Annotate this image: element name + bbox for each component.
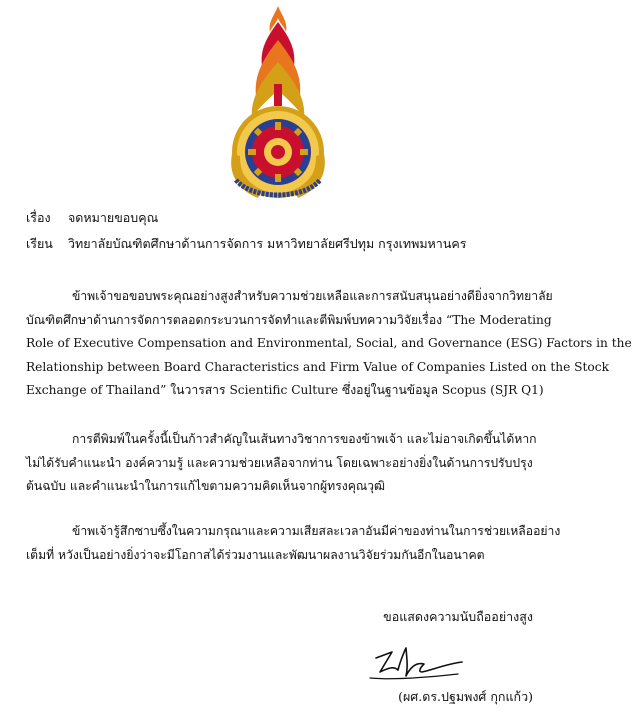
university-seal-logo <box>218 4 338 202</box>
closing-salutation: ขอแสดงความนับถืออย่างสูง <box>383 609 533 624</box>
signer-name: (ผศ.ดร.ปฐมพงศ์ กุกแก้ว) <box>398 689 533 704</box>
subject-line <box>26 210 158 226</box>
paragraph-significance <box>26 428 537 499</box>
paragraph-line: Role of Executive Compensation and Environmental, Social, and Governance (ESG) Factors in the <box>26 336 632 350</box>
recipient-line <box>26 236 466 252</box>
paragraph-line: การตีพิมพ์ในครั้งนี้เป็นก้าวสำคัญในเส้นทางวิชาการของข้าพเจ้า และไม่อาจเกิดขึ้นได้หาก <box>72 432 537 446</box>
subject-value: จดหมายขอบคุณ <box>67 210 159 225</box>
subject-label: เรื่อง <box>26 210 51 225</box>
paragraph-gratitude <box>26 520 561 567</box>
paragraph-line: เต็มที่ หวังเป็นอย่างยิ่งว่าจะมีโอกาสได้ร่วมงานและพัฒนาผลงานวิจัยร่วมกันอีกในอนาคต <box>26 547 485 562</box>
paragraph-line: บัณฑิตศึกษาด้านการจัดการตลอดกระบวนการจัดทำและตีพิมพ์บทความวิจัยเรื่อง “The Moderating <box>26 312 552 327</box>
paragraph-line: Relationship between Board Characteristics and Firm Value of Companies Listed on the Stock <box>26 359 609 374</box>
paragraph-line: Exchange of Thailand” ในวารสาร Scientific Culture ซึ่งอยู่ในฐานข้อมูล Scopus (SJR Q1) <box>26 383 544 397</box>
handwritten-signature <box>362 640 472 685</box>
paragraph-line: ไม่ได้รับคำแนะนำ องค์ความรู้ และความช่วยเหลือจากท่าน โดยเฉพาะอย่างยิ่งในด้านการปรับปรุง <box>26 455 533 470</box>
paragraph-line: ข้าพเจ้าขอขอบพระคุณอย่างสูงสำหรับความช่วยเหลือและการสนับสนุนอย่างดียิ่งจากวิทยาลัย <box>72 289 553 303</box>
paragraph-thanks <box>26 285 632 403</box>
paragraph-line: ต้นฉบับ และคำแนะนำในการแก้ไขตามความคิดเห็นจากผู้ทรงคุณวุฒิ <box>26 479 386 493</box>
recipient-value: วิทยาลัยบัณฑิตศึกษาด้านการจัดการ มหาวิทยาลัยศรีปทุม กรุงเทพมหานคร <box>67 236 467 251</box>
paragraph-line: ข้าพเจ้ารู้สึกซาบซึ้งในความกรุณาและความเสียสละเวลาอันมีค่าของท่านในการช่วยเหลืออย่าง <box>72 524 561 538</box>
recipient-label: เรียน <box>26 236 53 251</box>
